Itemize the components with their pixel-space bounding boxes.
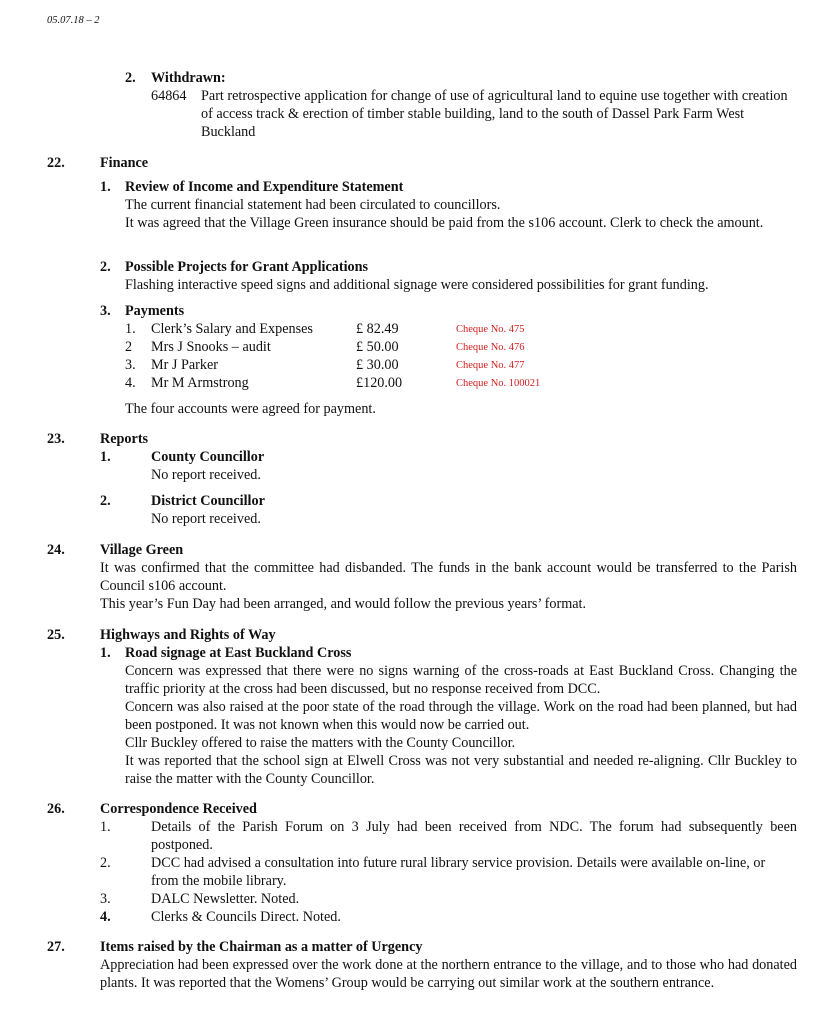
correspondence-number: 2.	[100, 855, 111, 871]
section-title: Reports	[100, 431, 149, 447]
district-report-text: No report received.	[151, 511, 261, 527]
payment-amount: £ 30.00	[356, 357, 399, 373]
subsection-number: 2.	[100, 259, 111, 275]
subsection-title: County Councillor	[151, 449, 265, 465]
section-title: Finance	[100, 155, 149, 171]
correspondence-item: Clerks & Councils Direct. Noted.	[151, 909, 341, 925]
paragraph: It was agreed that the Village Green insurance should be paid from the s106 account. Clerk to check the amount.	[125, 215, 764, 231]
correspondence-item: Details of the Parish Forum on 3 July had been received from NDC. The forum had subsequently been postponed.	[151, 819, 797, 853]
payments-conclusion: The four accounts were agreed for payment.	[125, 401, 376, 417]
subsection-title: Possible Projects for Grant Applications	[125, 259, 369, 275]
section-number: 23.	[47, 431, 65, 447]
subsection-number: 1.	[100, 449, 111, 465]
road-signage-text	[125, 662, 797, 788]
section-title: Village Green	[100, 542, 184, 558]
subsection-title: Review of Income and Expenditure Statement	[125, 179, 404, 195]
cheque-number: Cheque No. 475	[456, 324, 525, 335]
paragraph: Cllr Buckley offered to raise the matters with the County Councillor.	[125, 735, 516, 751]
payment-payee: Clerk’s Salary and Expenses	[151, 321, 313, 337]
correspondence-number: 4.	[100, 909, 111, 925]
section-number: 22.	[47, 155, 65, 171]
section-title: Items raised by the Chairman as a matter of Urgency	[100, 939, 423, 955]
subsection-number: 1.	[100, 645, 111, 661]
paragraph: This year’s Fun Day had been arranged, and would follow the previous years’ format.	[100, 596, 587, 612]
paragraph: Concern was also raised at the poor state of the road through the village. Work on the road had been planned, but had been postponed. It was not known when this would now be carried out.	[125, 699, 797, 733]
withdrawn-title: Withdrawn:	[151, 70, 226, 86]
withdrawn-application-ref: 64864	[151, 88, 187, 104]
section-title: Correspondence Received	[100, 801, 257, 817]
withdrawn-description: Part retrospective application for change of use of agricultural land to equine use together with creation of access track & erection of timber stable building, land to the south of Dassel Park Farm West Buckland	[201, 88, 788, 140]
cheque-number: Cheque No. 476	[456, 342, 525, 353]
paragraph: Concern was expressed that there were no signs warning of the cross-roads at East Buckland Cross. Changing the traffic priority at the cross had been discussed, but no response received from DCC.	[125, 663, 797, 697]
payment-amount: £120.00	[356, 375, 403, 391]
subsection-title: District Councillor	[151, 493, 265, 509]
paragraph: It was reported that the school sign at Elwell Cross was not very substantial and needed re-aligning. Cllr Buckley to raise the matter with the County Councillor.	[125, 753, 797, 787]
payment-amount: £ 82.49	[356, 321, 399, 337]
county-report-text: No report received.	[151, 467, 261, 483]
payment-payee: Mr J Parker	[151, 357, 218, 373]
withdrawn-number: 2.	[125, 70, 136, 86]
section-number: 27.	[47, 939, 65, 955]
payment-number: 1.	[125, 321, 136, 337]
paragraph: The current financial statement had been circulated to councillors.	[125, 197, 501, 213]
cheque-number: Cheque No. 477	[456, 360, 525, 371]
payment-amount: £ 50.00	[356, 339, 399, 355]
correspondence-item: DCC had advised a consultation into future rural library service provision. Details were available on-line, or from the mobile library.	[151, 855, 766, 889]
section-number: 24.	[47, 542, 65, 558]
subsection-title: Road signage at East Buckland Cross	[125, 645, 352, 661]
section-number: 26.	[47, 801, 65, 817]
urgency-text: Appreciation had been expressed over the work done at the northern entrance to the village, and to those who had donated plants. It was reported that the Womens’ Group would be carrying out similar work at the southern entrance.	[100, 957, 797, 991]
payment-number: 4.	[125, 375, 136, 391]
cheque-number: Cheque No. 100021	[456, 378, 541, 389]
payment-number: 3.	[125, 357, 136, 373]
correspondence-number: 1.	[100, 819, 111, 835]
subsection-title: Payments	[125, 303, 185, 319]
payment-payee: Mrs J Snooks – audit	[151, 339, 271, 355]
paragraph: It was confirmed that the committee had disbanded. The funds in the bank account would be transferred to the Parish Council s106 account.	[100, 560, 797, 594]
subsection-number: 3.	[100, 303, 111, 319]
correspondence-item: DALC Newsletter. Noted.	[151, 891, 300, 907]
page-reference: 05.07.18 – 2	[47, 15, 100, 26]
section-number: 25.	[47, 627, 65, 643]
review-text	[125, 196, 797, 232]
village-green-text	[100, 559, 797, 613]
payment-payee: Mr M Armstrong	[151, 375, 249, 391]
subsection-number: 1.	[100, 179, 111, 195]
section-title: Highways and Rights of Way	[100, 627, 276, 643]
correspondence-number: 3.	[100, 891, 111, 907]
subsection-number: 2.	[100, 493, 111, 509]
payment-number: 2	[125, 339, 133, 355]
projects-text: Flashing interactive speed signs and additional signage were considered possibilities for grant funding.	[125, 277, 709, 293]
